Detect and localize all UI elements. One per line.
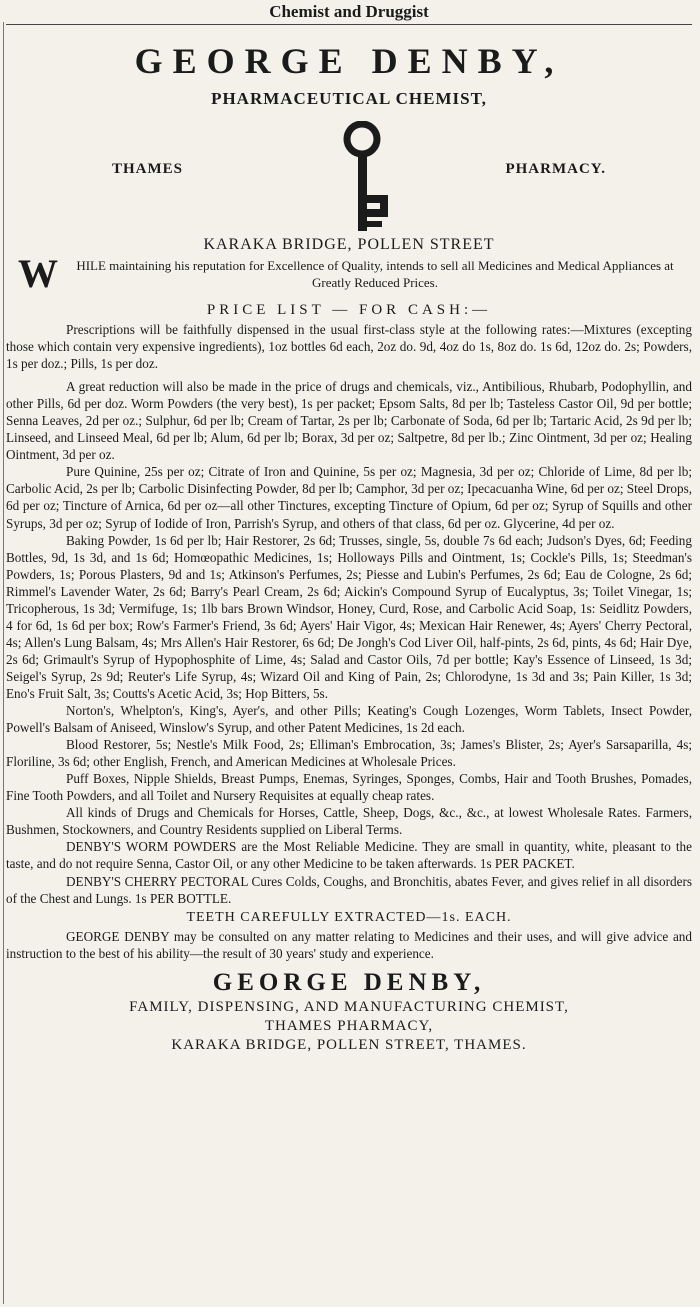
- price-paragraph: DENBY'S CHERRY PECTORAL Cures Colds, Coughs, and Bronchitis, abates Fever, and gives relief in all disorders of the Chest and Lungs. 1s PER BOTTLE.: [6, 873, 692, 906]
- consult-paragraph: GEORGE DENBY may be consulted on any matter relating to Medicines and their uses, and will give advice and instruction to the best of his ability—the result of 30 years' study and experience.: [6, 928, 692, 961]
- price-paragraph: Pure Quinine, 25s per oz; Citrate of Iron and Quinine, 5s per oz; Magnesia, 3d per oz; Chloride of Lime, 8d per lb; Carbolic Acid, 2s per lb; Carbolic Disinfecting Powder, 8d per lb; Camphor, 3d per oz; Ipecacuanha Wine, 6d per oz; Steel Drops, 6d per oz; Tincture of Arnica, 6d per oz—all other Tinctures, excepting Tincture of Opium, 6d per oz; Syrup of Squills and other Syrups, 3d per oz; Syrup of Iodide of Iron, Parrish's Syrup, and others of that class, 6d per oz. Glycerine, 4d per oz.: [6, 464, 692, 531]
- key-icon: [336, 121, 396, 233]
- masthead-left-word: THAMES: [112, 161, 184, 177]
- intro-paragraph: [6, 251, 692, 296]
- intro-text: HILE maintaining his reputation for Excellence of Quality, intends to sell all Medicines and Medical Appliances at Greatly Reduced Prices.: [76, 258, 674, 290]
- price-paragraph: Baking Powder, 1s 6d per lb; Hair Restorer, 2s 6d; Trusses, single, 5s, double 7s 6d each; Judson's Dyes, 6d; Feeding Bottles, 9d, 1s 3d, and 1s 6d; Homœopathic Medicines, 1s; Holloways Pills and Ointment, 1s; Cockle's Pills, 1s; Steedman's Powders, 1s; Porous Plasters, 9d and 1s; Atkinson's Perfumes, 2s; Piesse and Lubin's Perfumes, 2s 6d; Eau de Cologne, 2s 6d; Rimmel's Lavender Water, 2s 6d; Barry's Pearl Cream, 2s 6d; Aickin's Compound Syrup of Eucalyptus, 3s; Toilet Vinegar, 1s; Tricopherous, 1s 3d; Vermifuge, 1s; 1lb bars Brown Windsor, Honey, Curd, Rose, and Carbolic Acid Soap, 1s: Seidlitz Powders, 4 for 6d, 1s 6d per box; Row's Farmer's Friend, 3s 6d; Ayers' Hair Vigor, 4s; Mexican Hair Renewer, 4s; Ayers' Cherry Pectoral, 4s; Allen's Lung Balsam, 4s; Mrs Allen's Hair Restorer, 6s 6d; De Jongh's Cod Liver Oil, half-pints, 2s 6d, pints, 4s 6d; Hair Dye, 2s 6d; Grimault's Syrup of Hypophosphite of Lime, 4s; Salad and Castor Oils, 7d per bottle; Kay's Essence of Linseed, 1s 3d; Seigel's Syrup, 2s 9d; Reuter's Life Syrup, 4s; Wizard Oil and King of Pain, 2s; Chlorodyne, 1s 3d and 3s; Pain Killer, 1s 3d; Eno's Fruit Salt, 3s; Coutts's Acetic Acid, 3s; Hop Bitters, 5s.: [6, 532, 692, 701]
- masthead-address: KARAKA BRIDGE, POLLEN STREET: [203, 236, 495, 253]
- consult-section: [6, 928, 692, 962]
- teeth-notice: TEETH CAREFULLY EXTRACTED—1s. EACH.: [186, 909, 512, 925]
- price-paragraph: Prescriptions will be faithfully dispensed in the usual first-class style at the following rates:—Mixtures (excepting those which contain very expensive ingredients), 1oz bottles 6d each, 2oz do. 9d, 4oz do 1s, 8oz do. 1s 6d, 12oz do. 2s; Powders, 1s per doz.; Pills, 1s per doz.: [6, 322, 692, 372]
- footer-line-3: KARAKA BRIDGE, POLLEN STREET, THAMES.: [171, 1036, 527, 1053]
- price-paragraph: DENBY'S WORM POWDERS are the Most Reliable Medicine. They are small in quantity, white, pleasant to the taste, and do not require Senna, Castor Oil, or any other Medicine to be taken afterwards. 1s PER PACKET.: [6, 839, 692, 872]
- price-list-heading: PRICE LIST — FOR CASH:—: [206, 302, 492, 318]
- masthead-name: GEORGE DENBY,: [134, 41, 564, 81]
- footer-name: GEORGE DENBY,: [212, 968, 486, 996]
- masthead-profession: PHARMACEUTICAL CHEMIST,: [211, 89, 487, 108]
- price-paragraph: A great reduction will also be made in the price of drugs and chemicals, viz., Antibilious, Rhubarb, Podophyllin, and other Pills, 6d per doz. Worm Powders (the very best), 1s per packet; Epsom Salts, 8d per lb; Tasteless Castor Oil, 9d per bottle; Senna Leaves, 2d per oz.; Sulphur, 6d per lb; Cream of Tartar, 2s per lb; Carbonate of Soda, 6d per lb; Tartaric Acid, 2s 9d per lb; Linseed, and Linseed Meal, 6d per lb; Alum, 6d per lb; Borax, 3d per oz; Saltpetre, 8d per lb.; Zinc Ointment, 3d per oz; Healing Ointment, 3d per oz.: [6, 379, 692, 463]
- running-header: Chemist and Druggist: [6, 0, 692, 25]
- price-paragraph: Puff Boxes, Nipple Shields, Breast Pumps, Enemas, Syringes, Sponges, Combs, Hair and Tooth Brushes, Pomades, Fine Tooth Powders, and all Toilet and Nursery Requisites at equally cheap rates.: [6, 771, 692, 804]
- price-list-body: [6, 321, 692, 907]
- price-paragraph: All kinds of Drugs and Chemicals for Horses, Cattle, Sheep, Dogs, &c., &c., at lowest Wholesale Rates. Farmers, Bushmen, Stockowners, and Country Residents supplied on Liberal Terms.: [6, 805, 692, 838]
- footer-line-2: THAMES PHARMACY,: [264, 1017, 434, 1034]
- emblem-row: [6, 113, 692, 231]
- price-paragraph: Blood Restorer, 5s; Nestle's Milk Food, 2s; Elliman's Embrocation, 3s; James's Blister, 2s; Ayer's Sarsaparilla, 4s; Floriline, 3s 6d; other English, French, and American Medicines at Wholesale Prices.: [6, 737, 692, 770]
- drop-cap: W: [18, 251, 58, 296]
- column-rule: [3, 22, 4, 1304]
- masthead-right-word: PHARMACY.: [505, 161, 606, 177]
- price-paragraph: Norton's, Whelpton's, King's, Ayer's, and other Pills; Keating's Cough Lozenges, Worm Tablets, Insect Powder, Powell's Balsam of Aniseed, Winslow's Syrup, and other Patent Medicines, 1s 2d each.: [6, 703, 692, 736]
- footer-line-1: FAMILY, DISPENSING, AND MANUFACTURING CHEMIST,: [129, 998, 569, 1015]
